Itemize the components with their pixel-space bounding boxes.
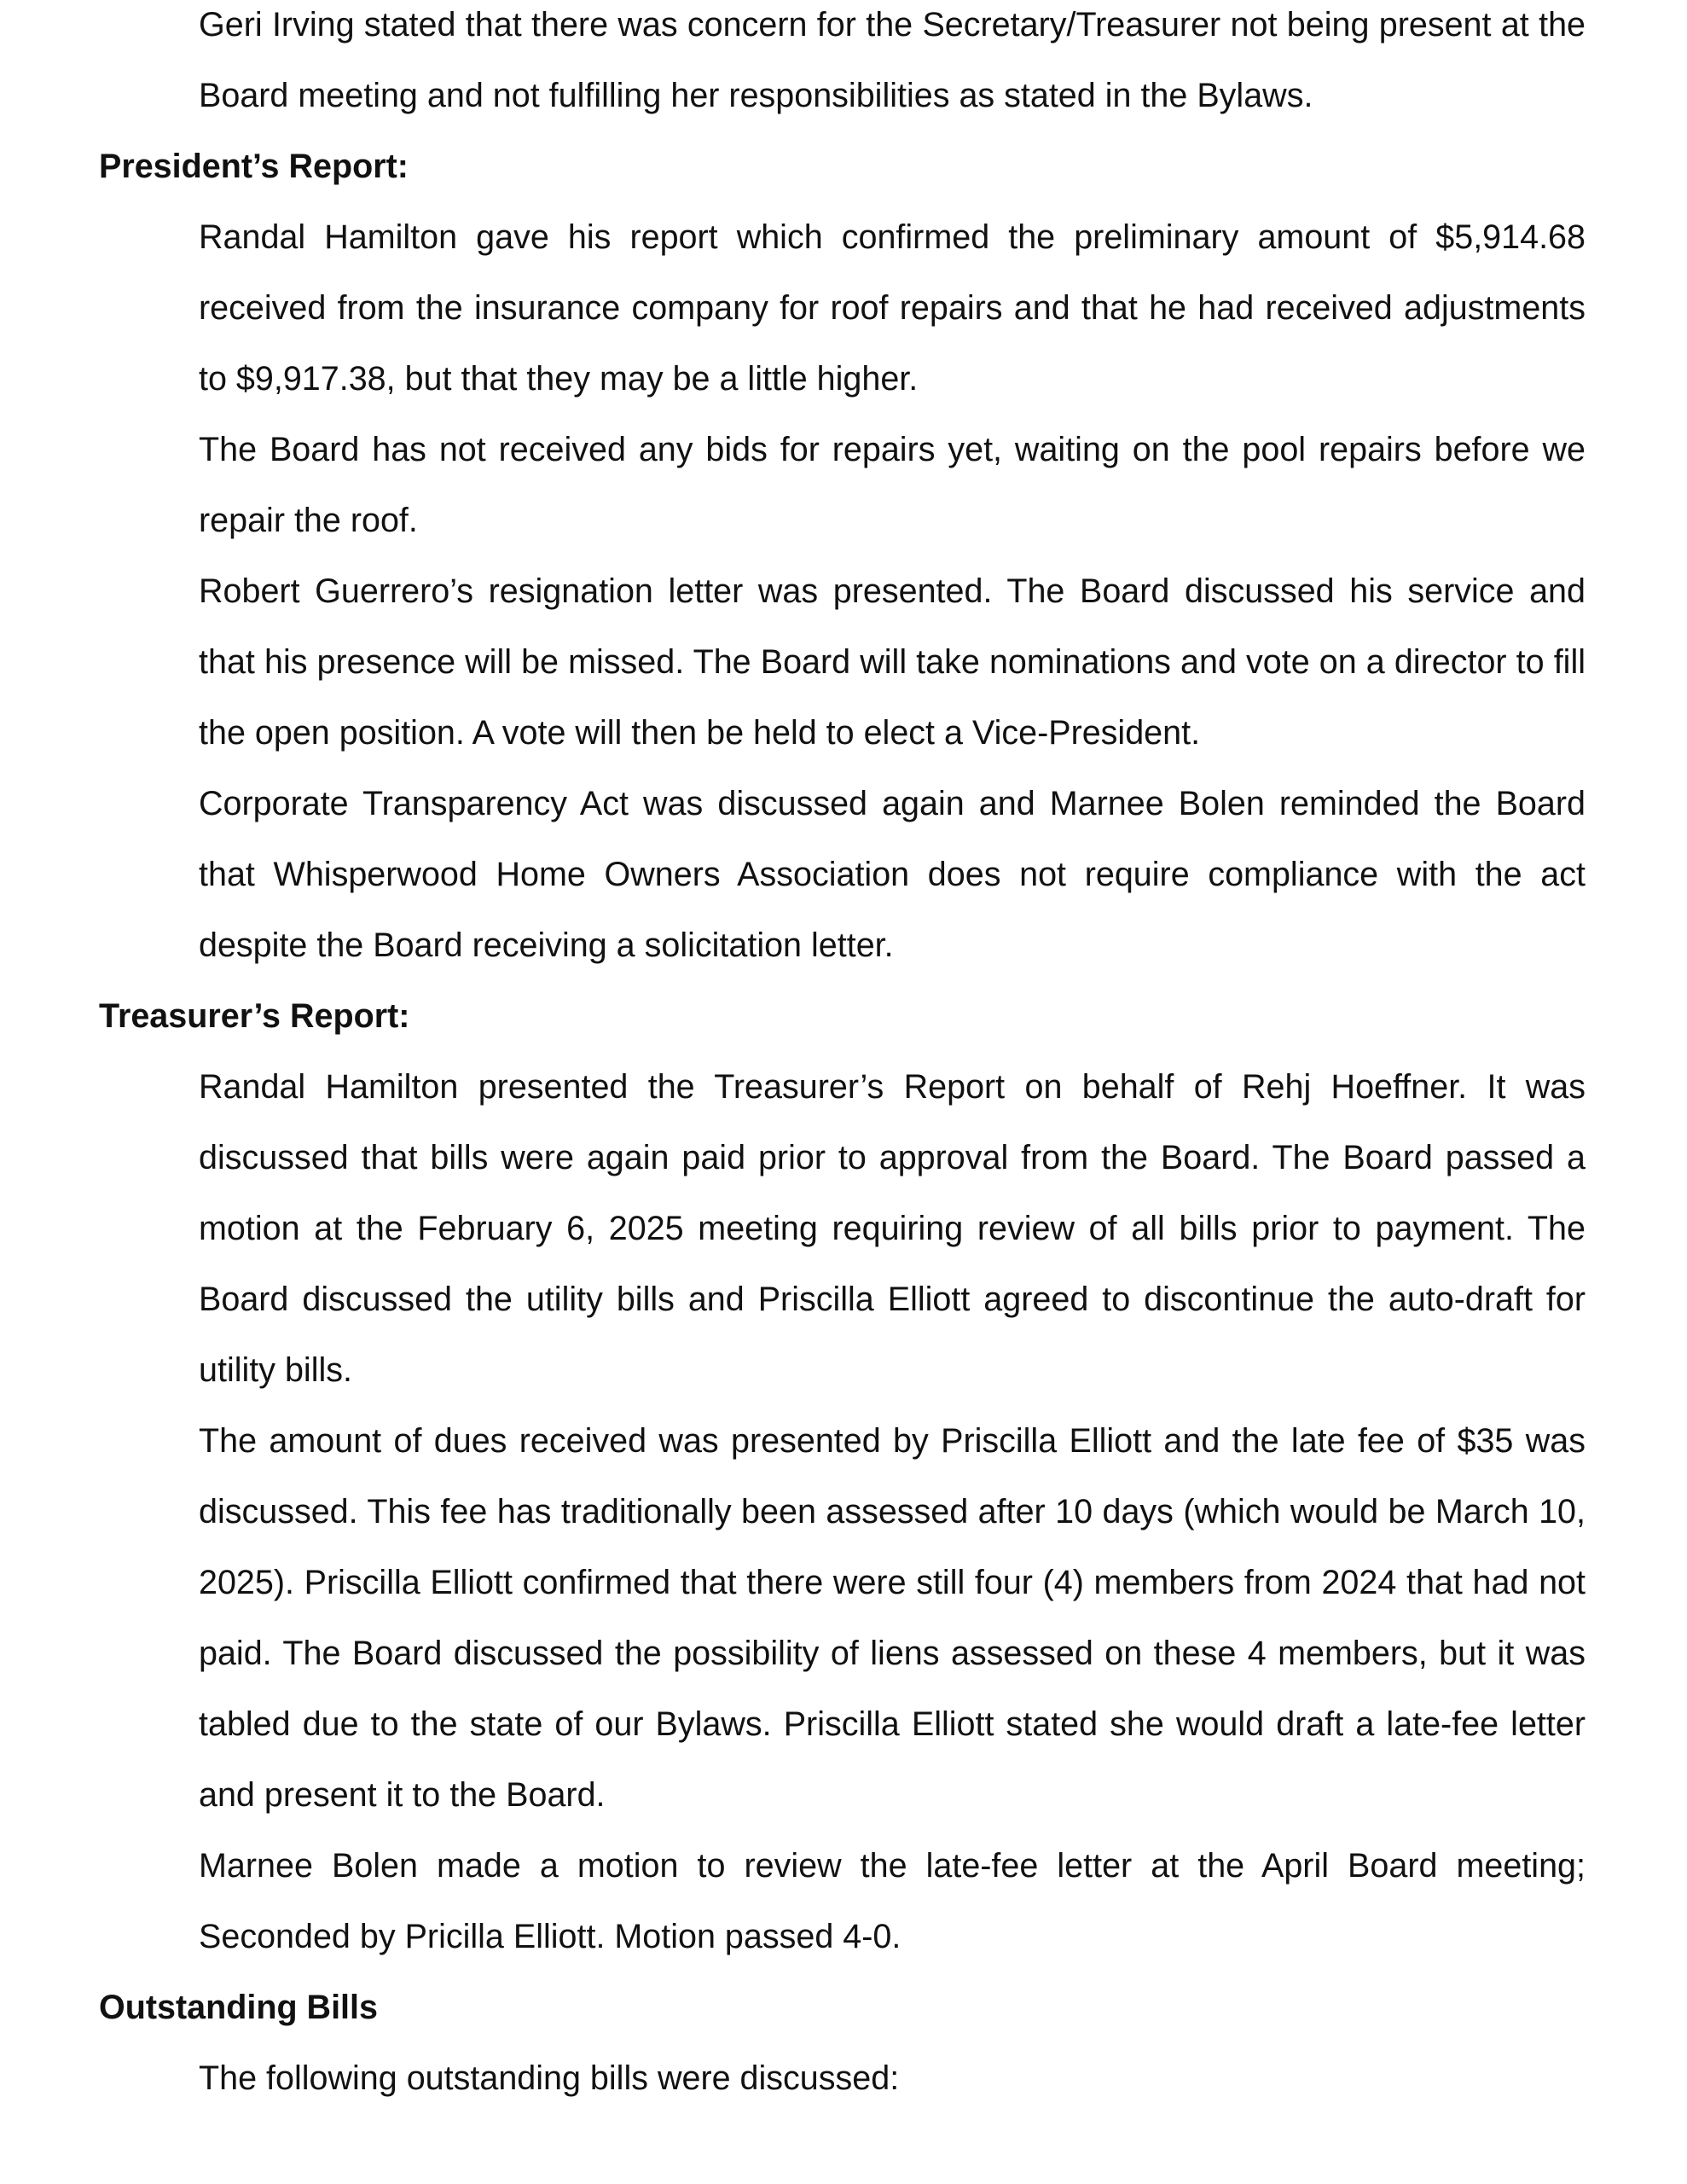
- presidents-report-heading: President’s Report:: [99, 148, 409, 185]
- intro-paragraph: Geri Irving stated that there was concern for the Secretary/Treasurer not being present at the Board meeting and not fulfilling her responsibilities as stated in the Bylaws.: [199, 6, 1586, 114]
- presidents-report-paragraph: Robert Guerrero’s resignation letter was presented. The Board discussed his service and that his presence will be missed. The Board will take nominations and vote on a director to fill the open position. A vote will then be held to elect a Vice-President.: [199, 572, 1586, 752]
- treasurers-report-heading: Treasurer’s Report:: [99, 997, 410, 1035]
- outstanding-bills-paragraph: The following outstanding bills were discussed:: [199, 2059, 900, 2097]
- treasurers-report-paragraph: Randal Hamilton presented the Treasurer’s Report on behalf of Rehj Hoeffner. It was discussed that bills were again paid prior to approval from the Board. The Board passed a motion at the February 6, 2025 meeting requiring review of all bills prior to payment. The Board discussed the utility bills and Priscilla Elliott agreed to discontinue the auto-draft for utility bills.: [199, 1068, 1586, 1389]
- treasurers-report-paragraph: The amount of dues received was presented by Priscilla Elliott and the late fee of $35 was discussed. This fee has traditionally been assessed after 10 days (which would be March 10, 2025). Priscilla Elliott confirmed that there were still four (4) members from 2024 that had not paid. The Board discussed the possibility of liens assessed on these 4 members, but it was tabled due to the state of our Bylaws. Priscilla Elliott stated she would draft a late-fee letter and present it to the Board.: [199, 1422, 1586, 1814]
- presidents-report-paragraph: Corporate Transparency Act was discussed again and Marnee Bolen reminded the Board that Whisperwood Home Owners Association does not require compliance with the act despite the Board receiving a solicitation letter.: [199, 785, 1586, 964]
- presidents-report-paragraph: The Board has not received any bids for repairs yet, waiting on the pool repairs before we repair the roof.: [199, 431, 1586, 539]
- presidents-report-paragraph: Randal Hamilton gave his report which confirmed the preliminary amount of $5,914.68 received from the insurance company for roof repairs and that he had received adjustments to $9,917.38, but that they may be a little higher.: [199, 218, 1586, 398]
- outstanding-bills-heading: Outstanding Bills: [99, 1989, 378, 2026]
- treasurers-report-paragraph: Marnee Bolen made a motion to review the late-fee letter at the April Board meeting; Seconded by Pricilla Elliott. Motion passed 4-0.: [199, 1847, 1586, 1955]
